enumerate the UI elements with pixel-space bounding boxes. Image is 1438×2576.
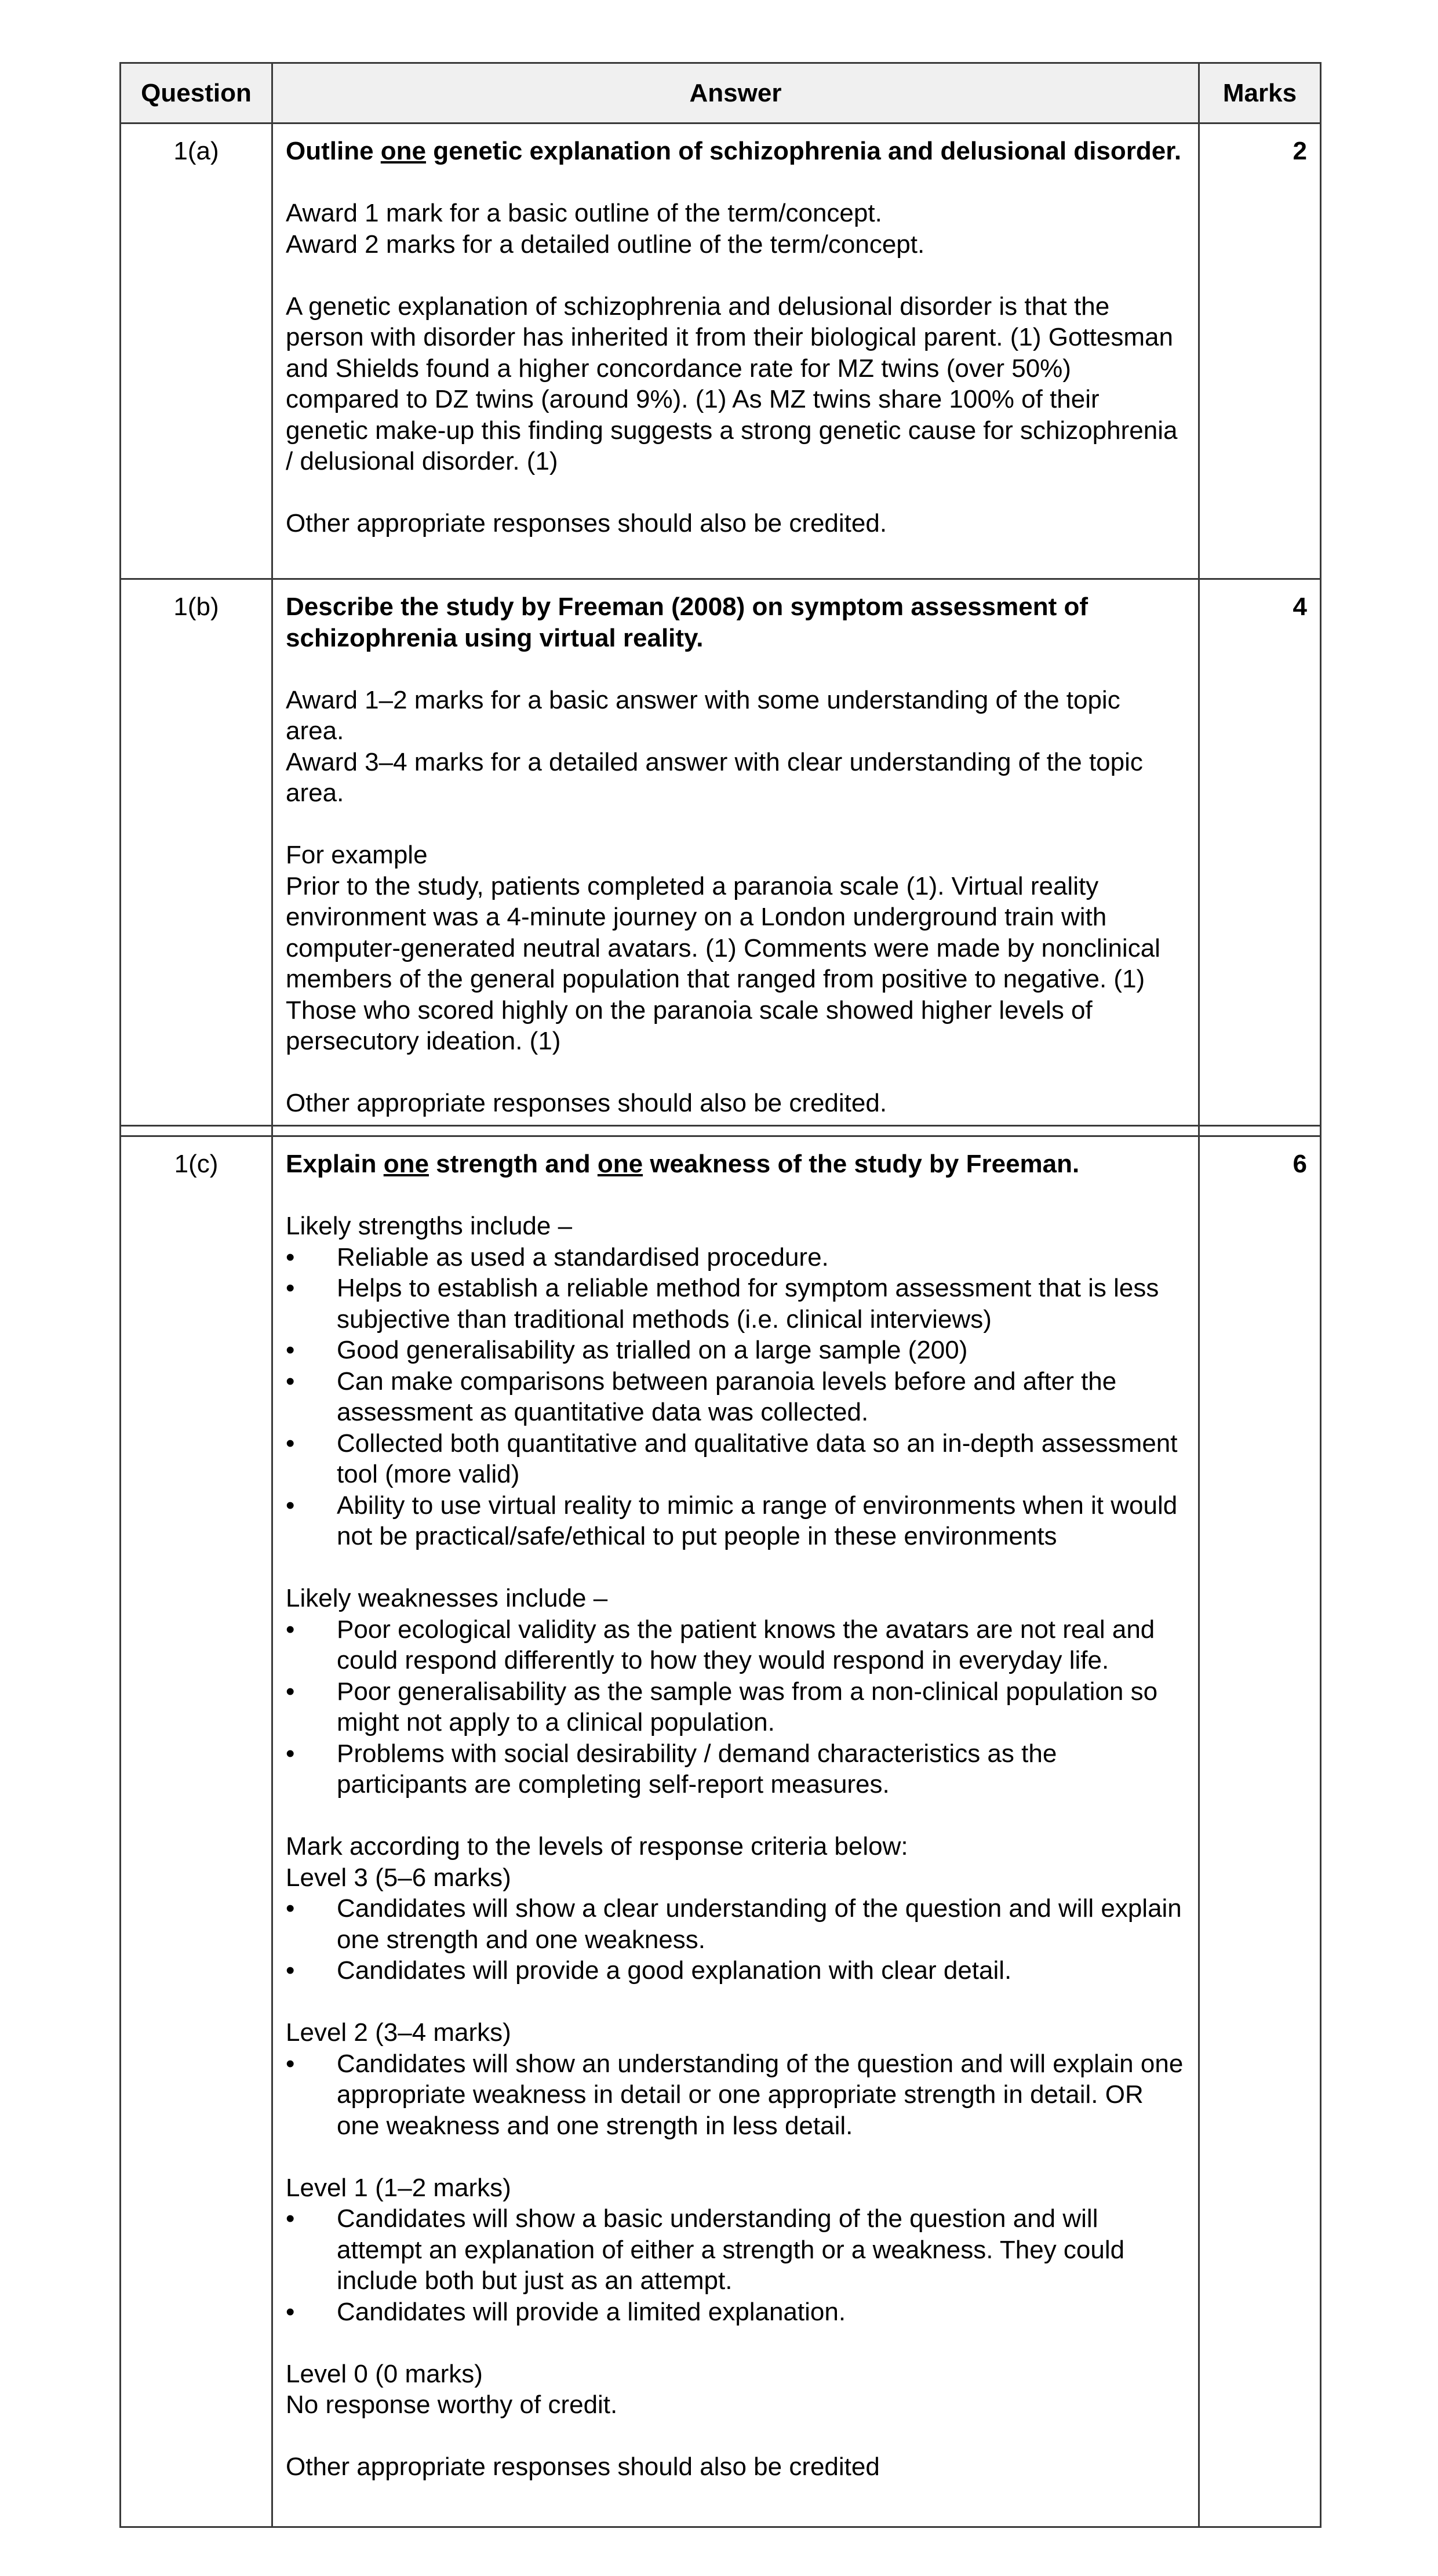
- level-0-text: No response worthy of credit.: [286, 2390, 618, 2419]
- award-text: Award 1 mark for a basic outline of the term/concept.: [286, 199, 882, 227]
- strengths-list: [286, 1242, 1185, 1552]
- list-item: • Reliable as used a standardised procedure.: [286, 1242, 1185, 1273]
- list-item: • Candidates will provide a limited explanation.: [286, 2297, 1185, 2328]
- list-item: • Candidates will show a clear understanding of the question and will explain one strength and one weakness.: [286, 1893, 1185, 1955]
- table-row-1b: [121, 580, 1320, 1127]
- list-item: • Can make comparisons between paranoia levels before and after the assessment as quantitative data was collected.: [286, 1366, 1185, 1428]
- header-question: Question: [121, 64, 273, 122]
- marks-value: 6: [1293, 1150, 1307, 1178]
- table-header: [121, 64, 1320, 124]
- level-1-list: [286, 2203, 1185, 2327]
- example-label: For example: [286, 841, 428, 869]
- list-item: • Candidates will show a basic understanding of the question and will attempt an explanation of either a strength or a weakness. They could include both but just as an attempt.: [286, 2203, 1185, 2297]
- award-text: Award 1–2 marks for a basic answer with some understanding of the topic area.: [286, 685, 1120, 745]
- answer-body: Prior to the study, patients completed a paranoia scale (1). Virtual reality environment was a 4-minute journey on a London underground train with computer-generated neutral avatars. (1) Comments were made by nonclinical members of the general population that ranged from positive to negative. (1) Those who scored highly on the paranoia scale showed higher levels of persecutory ideation. (1): [286, 871, 1160, 1055]
- list-item: • Problems with social desirability / demand characteristics as the participants are completing self-report measures.: [286, 1738, 1185, 1800]
- answer-body: A genetic explanation of schizophrenia and delusional disorder is that the person with disorder has inherited it from their biological parent. (1) Gottesman and Shields found a higher concordance rate for MZ twins (over 50%) compared to DZ twins (around 9%). (1) As MZ twins share 100% of their genetic make-up this finding suggests a strong genetic cause for schizophrenia / delusional disorder. (1): [286, 292, 1178, 475]
- other-responses-note: Other appropriate responses should also be credited: [286, 2453, 880, 2481]
- weaknesses-list: [286, 1614, 1185, 1800]
- level-label: Level 2 (3–4 marks): [286, 2018, 511, 2047]
- award-text: Award 2 marks for a detailed outline of the term/concept.: [286, 230, 925, 259]
- question-text: Outline one genetic explanation of schizophrenia and delusional disorder.: [286, 137, 1182, 165]
- other-responses-note: Other appropriate responses should also be credited.: [286, 1089, 887, 1117]
- list-item: • Good generalisability as trialled on a large sample (200): [286, 1335, 1185, 1366]
- header-marks: Marks: [1222, 78, 1297, 107]
- list-item: • Helps to establish a reliable method for symptom assessment that is less subjective than traditional methods (i.e. clinical interviews): [286, 1273, 1185, 1335]
- weaknesses-label: Likely weaknesses include –: [286, 1584, 608, 1612]
- level-2-list: [286, 2048, 1185, 2142]
- question-number: 1(b): [121, 580, 273, 1125]
- marks-value: 4: [1293, 593, 1307, 621]
- mark-scheme-table: [119, 62, 1321, 2528]
- list-item: • Candidates will show an understanding of the question and will explain one appropriate weakness in detail or one appropriate strength in detail. OR one weakness and one strength in less detail.: [286, 2048, 1185, 2142]
- list-item: • Collected both quantitative and qualitative data so an in-depth assessment tool (more valid): [286, 1428, 1185, 1490]
- row-divider: [121, 1127, 1320, 1137]
- list-item: • Candidates will provide a good explanation with clear detail.: [286, 1955, 1185, 1986]
- level-3-list: [286, 1893, 1185, 1986]
- question-number: 1(a): [121, 124, 273, 578]
- question-text: Explain one strength and one weakness of the study by Freeman.: [286, 1150, 1080, 1178]
- level-label: Level 1 (1–2 marks): [286, 2173, 511, 2202]
- question-number: 1(c): [121, 1137, 273, 2526]
- table-row-1c: [121, 1137, 1320, 2526]
- answer-cell: [273, 1137, 1200, 2526]
- strengths-label: Likely strengths include –: [286, 1212, 573, 1240]
- mark-intro: Mark according to the levels of response criteria below:: [286, 1832, 908, 1861]
- question-text: Describe the study by Freeman (2008) on symptom assessment of schizophrenia using virtual reality.: [286, 593, 1088, 652]
- header-answer: Answer: [273, 64, 1200, 122]
- other-responses-note: Other appropriate responses should also be credited.: [286, 509, 887, 537]
- award-text: Award 3–4 marks for a detailed answer with clear understanding of the topic area.: [286, 747, 1143, 807]
- marks-value: 2: [1293, 137, 1307, 165]
- level-label: Level 3 (5–6 marks): [286, 1863, 511, 1892]
- answer-cell: [273, 124, 1200, 578]
- table-row-1a: [121, 124, 1320, 580]
- list-item: • Poor ecological validity as the patient knows the avatars are not real and could respond differently to how they would respond in everyday life.: [286, 1614, 1185, 1676]
- list-item: • Ability to use virtual reality to mimic a range of environments when it would not be practical/safe/ethical to put people in these environments: [286, 1490, 1185, 1552]
- answer-cell: [273, 580, 1200, 1125]
- list-item: • Poor generalisability as the sample was from a non-clinical population so might not apply to a clinical population.: [286, 1676, 1185, 1738]
- level-label: Level 0 (0 marks): [286, 2359, 483, 2388]
